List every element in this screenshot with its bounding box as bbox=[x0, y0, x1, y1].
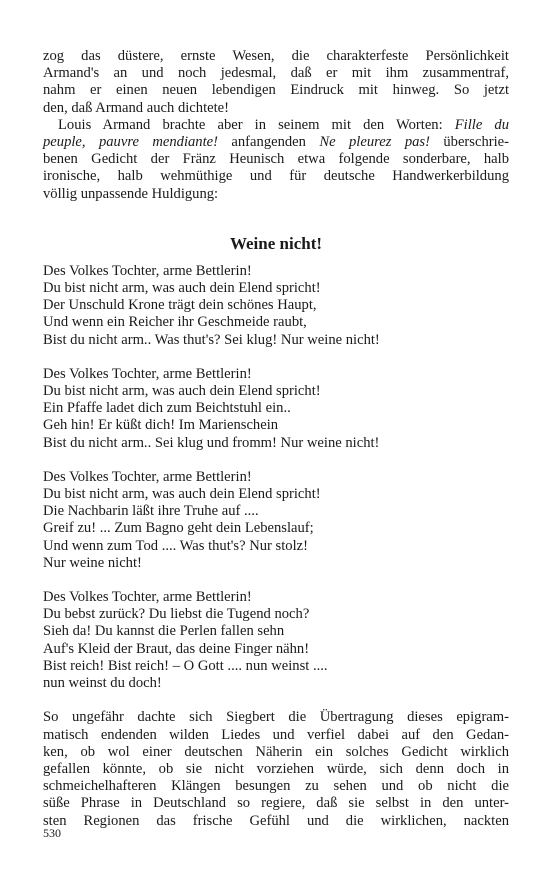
text-line: völlig unpassende Huldigung: bbox=[43, 185, 219, 202]
verse-line: Greif zu! ... Zum Bagno geht dein Lebenslauf; bbox=[43, 520, 314, 537]
text-line: matisch endenden wilden Liedes und verfiel dabei auf den Gedan- bbox=[43, 726, 509, 743]
poem-stanza-3 bbox=[43, 469, 509, 572]
verse-line: Geh hin! Er küßt dich! Im Marienschein bbox=[43, 417, 279, 434]
verse-line: Bist du nicht arm.. Sei klug und fromm! Nur weine nicht! bbox=[43, 434, 380, 451]
text-run: Louis Armand brachte aber in seinem mit den Worten: bbox=[58, 116, 455, 133]
text-line: So ungefähr dachte sich Siegbert die Übertragung dieses epigram- bbox=[43, 709, 509, 726]
verse-line: Der Unschuld Krone trägt dein schönes Haupt, bbox=[43, 297, 317, 314]
text-line: den, daß Armand auch dichtete! bbox=[43, 99, 229, 116]
poem-stanza-1 bbox=[43, 263, 509, 349]
italic-text: Ne pleurez pas! bbox=[319, 134, 430, 151]
intro-paragraph bbox=[43, 48, 509, 203]
text-line: sten Regionen das frische Gefühl und die wirklichen, nackten bbox=[43, 812, 509, 829]
verse-line: Des Volkes Tochter, arme Bettlerin! bbox=[43, 468, 252, 485]
italic-text: peuple, pauvre mendiante! bbox=[43, 134, 218, 151]
text-line: Armand's an und noch jedesmal, daß er mit ihm zusammentraf, bbox=[43, 65, 509, 82]
text-line: benen Gedicht der Fränz Heunisch etwa folgende sonderbare, halb bbox=[43, 151, 509, 168]
text-line: schmeichelhafteren Klängen besungen zu sehen und ob nicht die bbox=[43, 778, 509, 795]
verse-line: Nur weine nicht! bbox=[43, 554, 142, 571]
verse-line: Auf's Kleid der Braut, das deine Finger nähn! bbox=[43, 640, 310, 657]
text-line bbox=[43, 134, 509, 151]
verse-line: Des Volkes Tochter, arme Bettlerin! bbox=[43, 262, 252, 279]
text-line bbox=[43, 117, 509, 134]
verse-line: Ein Pfaffe ladet dich zum Beichtstuhl ein.. bbox=[43, 400, 291, 417]
verse-line: Bist reich! Bist reich! – O Gott .... nun weinst .... bbox=[43, 657, 328, 674]
book-page bbox=[43, 48, 509, 830]
verse-line: Und wenn ein Reicher ihr Geschmeide raubt, bbox=[43, 314, 307, 331]
verse-line: Des Volkes Tochter, arme Bettlerin! bbox=[43, 365, 252, 382]
text-line: ironische, halb wehmüthige und für deutsche Handwerkerbildung bbox=[43, 168, 509, 185]
verse-line: Bist du nicht arm.. Was thut's? Sei klug! Nur weine nicht! bbox=[43, 331, 380, 348]
text-line: süße Phrase in Deutschland so regiere, daß sie selbst in den unter- bbox=[43, 795, 509, 812]
text-run: überschrie- bbox=[429, 134, 509, 151]
verse-line: Des Volkes Tochter, arme Bettlerin! bbox=[43, 589, 252, 606]
intro-paragraph-1 bbox=[43, 48, 509, 117]
poem-title: Weine nicht! bbox=[229, 233, 323, 253]
text-line: zog das düstere, ernste Wesen, die charakterfeste Persönlichkeit bbox=[43, 48, 509, 64]
verse-line: Die Nachbarin läßt ihre Truhe auf .... bbox=[43, 503, 259, 520]
closing-paragraph bbox=[43, 709, 509, 829]
text-line: nahm er einen neuen lebendigen Eindruck mit hinweg. So jetzt bbox=[43, 82, 509, 99]
poem-stanza-2 bbox=[43, 366, 509, 452]
verse-line: Sieh da! Du kannst die Perlen fallen sehn bbox=[43, 623, 285, 640]
verse-line: nun weinst du doch! bbox=[43, 675, 162, 692]
closing-paragraph-text bbox=[43, 709, 509, 829]
text-line: gefallen könnte, ob sie nicht vorziehen würde, sich denn doch in bbox=[43, 760, 509, 777]
page-number: 530 bbox=[43, 826, 61, 840]
verse-line: Und wenn zum Tod .... Was thut's? Nur stolz! bbox=[43, 537, 308, 554]
verse-line: Du bist nicht arm, was auch dein Elend spricht! bbox=[43, 280, 321, 297]
poem-stanza-4 bbox=[43, 589, 509, 692]
text-line: ken, ob wol einer deutschen Näherin ein solches Gedicht wirklich bbox=[43, 743, 509, 760]
verse-line: Du bist nicht arm, was auch dein Elend spricht! bbox=[43, 486, 321, 503]
verse-line: Du bebst zurück? Du liebst die Tugend noch? bbox=[43, 606, 310, 623]
text-run: anfangenden bbox=[218, 134, 320, 151]
italic-text: Fille du bbox=[454, 116, 509, 133]
verse-line: Du bist nicht arm, was auch dein Elend spricht! bbox=[43, 383, 321, 400]
intro-paragraph-2 bbox=[43, 117, 509, 203]
